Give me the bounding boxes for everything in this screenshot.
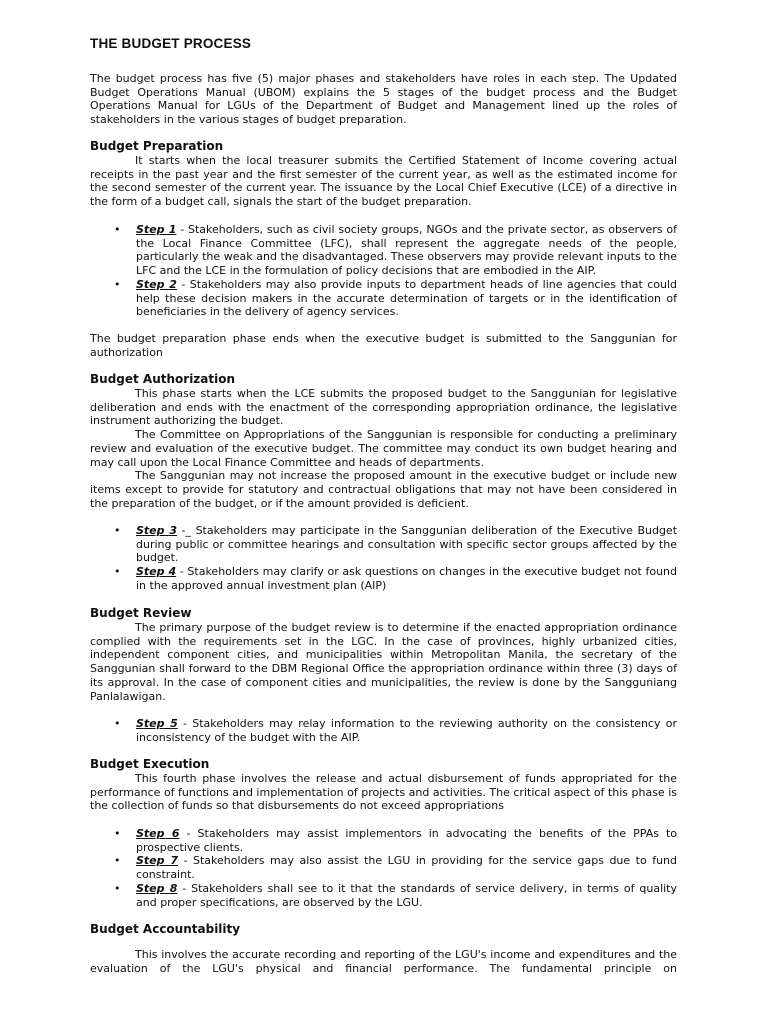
authorization-paragraph-3: The Sanggunian may not increase the proposed amount in the executive budget or include new items except to provide for statutory and contractual obligations that may not have been considered in the preparation of the budget, or if the amount provided is deficient. [90, 469, 677, 510]
step-6-text: Stakeholders may assist implementors in advocating the benefits of the PPAs to prospective clients. [136, 827, 678, 854]
step-5-label: Step 5 [136, 717, 178, 730]
intro-paragraph: The budget process has five (5) major phases and stakeholders have roles in each step. The Updated Budget Operations Manual (UBOM) explains the 5 stages of the budget process and the Budget Operations Manual for LGUs of the Department of Budget and Management lined up the roles of stakeholders in the various stages of budget preparation. [90, 72, 677, 127]
step-separator: - [176, 223, 189, 236]
bullet-icon: • [114, 565, 121, 579]
review-steps-list [90, 717, 677, 744]
list-item-step-3 [90, 524, 677, 565]
step-3-text: Stakeholders may participate in the Sanggunian deliberation of the Executive Budget during public or committee hearings and consultation with specific sector groups affected by the budget. [136, 524, 678, 565]
step-separator: - [177, 881, 192, 895]
step-5-text: Stakeholders may relay information to the reviewing authority on the consistency or inconsistency of the budget with the AIP. [136, 717, 677, 744]
bullet-icon: • [114, 277, 121, 291]
section-heading-accountability: Budget Accountability [90, 922, 241, 936]
step-1-text: Stakeholders, such as civil society groups, NGOs and the private sector, as observers of the Local Finance Committee (LFC), shall represent the aggregate needs of the people, particularly the weak and the disadvantaged. These observers may provide relevant inputs to the LFC and the LCE in the formulation of policy decisions that are embodied in the AIP. [136, 223, 677, 278]
step-2-text: Stakeholders may also provide inputs to department heads of line agencies that could help these decision makers in the accurate determination of targets or in the identification of beneficiaries in the delivery of agency services. [136, 277, 677, 319]
preparation-steps-list [90, 223, 677, 319]
step-8-text: Stakeholders shall see to it that the standards of service delivery, in terms of quality and proper specifications, are observed by the LGU. [136, 881, 678, 909]
authorization-steps-list [90, 524, 677, 593]
step-4-label: Step 4 [136, 565, 177, 579]
step-1-label: Step 1 [136, 223, 177, 236]
execution-paragraph: This fourth phase involves the release and actual disbursement of funds appropriated for the performance of functions and implementation of projects and activities. The critical aspect of this phase is the collection of funds so that disbursements do not exceed appropriations [90, 772, 677, 813]
list-item-step-8 [90, 882, 677, 909]
list-item-step-1 [90, 223, 677, 278]
bullet-icon: • [114, 524, 121, 537]
step-separator: - [176, 565, 188, 579]
step-separator: - [179, 827, 198, 840]
bullet-icon: • [114, 223, 121, 236]
step-6-label: Step 6 [136, 827, 180, 840]
step-3-label: Step 3 [136, 524, 178, 537]
step-separator: - [176, 277, 190, 291]
section-heading-preparation: Budget Preparation [90, 139, 224, 153]
accountability-paragraph: This involves the accurate recording and reporting of the LGU's income and expenditures and the evaluation of the LGU's physical and financial performance. The fundamental principle on [90, 948, 677, 975]
bullet-icon: • [114, 827, 121, 840]
list-item-step-2 [90, 278, 677, 319]
step-separator: - [177, 717, 193, 730]
authorization-body [90, 387, 677, 510]
list-item-step-7 [90, 854, 677, 881]
section-heading-authorization: Budget Authorization [90, 372, 236, 386]
list-item-step-6 [90, 827, 677, 854]
list-item-step-4 [90, 565, 677, 592]
step-separator: - [178, 854, 193, 868]
step-separator: -_ [177, 524, 196, 537]
step-2-label: Step 2 [136, 277, 177, 291]
execution-steps-list [90, 827, 677, 909]
authorization-paragraph-2: The Committee on Appropriations of the Sanggunian is responsible for conducting a preliminary review and evaluation of the executive budget. The committee may conduct its own budget hearing and may call upon the Local Finance Committee and heads of departments. [90, 428, 677, 469]
bullet-icon: • [114, 881, 121, 895]
step-7-text: Stakeholders may also assist the LGU in providing for the service gaps due to fund constraint. [136, 854, 678, 882]
step-8-label: Step 8 [136, 881, 178, 895]
preparation-paragraph: It starts when the local treasurer submits the Certified Statement of Income covering actual receipts in the past year and the first semester of the current year, as well as the estimated income for the second semester of the current year. The issuance by the Local Chief Executive (LCE) of a directive in the form of a budget call, signals the start of the budget preparation. [90, 154, 677, 209]
list-item-step-5 [90, 717, 677, 744]
preparation-closing: The budget preparation phase ends when the executive budget is submitted to the Sanggunian for authorization [90, 332, 677, 359]
document-title: THE BUDGET PROCESS [90, 36, 252, 51]
bullet-icon: • [114, 854, 121, 868]
authorization-paragraph-1: This phase starts when the LCE submits the proposed budget to the Sanggunian for legislative deliberation and ends with the enactment of the corresponding appropriation ordinance, the legislative instrument authorizing the budget. [90, 387, 677, 428]
step-7-label: Step 7 [136, 854, 179, 868]
step-4-text: Stakeholders may clarify or ask questions on changes in the executive budget not found in the approved annual investment plan (AIP) [136, 565, 677, 592]
bullet-icon: • [114, 717, 121, 730]
section-heading-review: Budget Review [90, 606, 192, 620]
review-paragraph: The primary purpose of the budget review is to determine if the enacted appropriation ordinance complied with the requirements set in the LGC. In the case of provinces, highly urbanized cities, independent component cities, and municipalities within Metropolitan Manila, the secretary of the Sanggunian shall forward to the DBM Regional Office the appropriation ordinance within three (3) days of its approval. In the case of component cities and municipalities, the review is done by the Sangguniang Panlalawigan. [90, 621, 677, 703]
section-heading-execution: Budget Execution [90, 757, 210, 771]
